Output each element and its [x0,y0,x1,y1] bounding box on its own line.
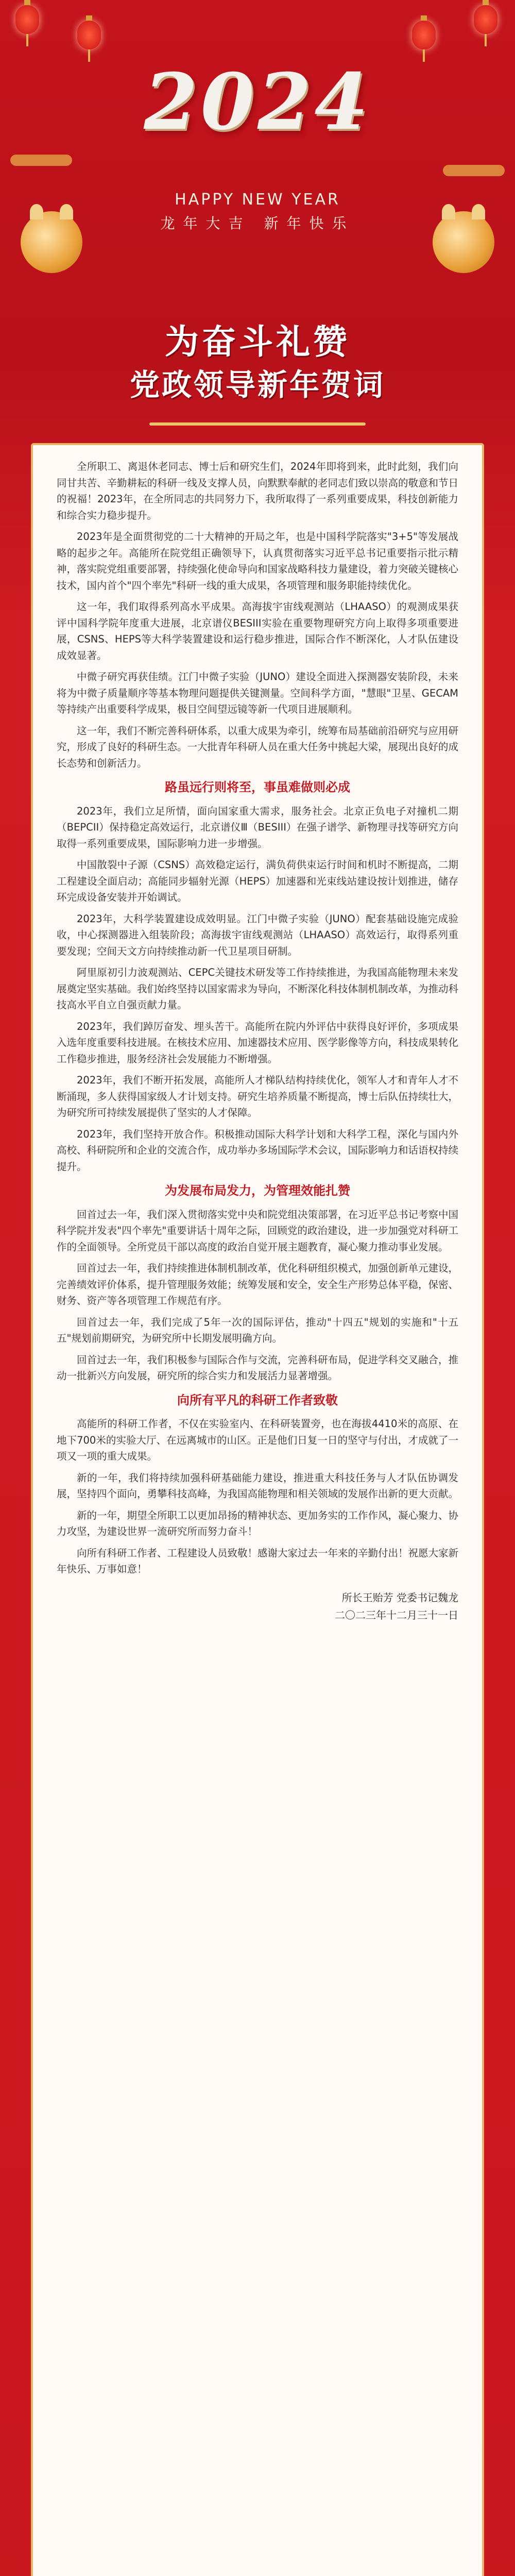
greeting-english: HAPPY NEW YEAR [175,191,340,209]
paragraph: 回首过去一年，我们深入贯彻落实党中央和院党组决策部署，在习近平总书记考察中国科学院并发表"四个率先"重要讲话十周年之际，回顾党的政治建设，进一步加强党对科研工作的全面领导。全所党员干部以高度的政治自觉开展主题教育，凝心聚力推动事业发展。 [57,1208,459,1253]
paragraph: 2023年，我们坚持开放合作。积极推动国际大科学计划和大科学工程，深化与国内外高校、科研院所和企业的交流合作，成功举办多场国际学术会议，国际影响力和话语权持续提升。 [57,1128,459,1173]
paragraph: 中微子研究再获佳绩。江门中微子实验（JUNO）建设全面进入探测器安装阶段，未来将为中微子质量顺序等基本物理问题提供关键测量。空间科学方面，"慧眼"卫星、GECAM等持续产出重要科学成果，极目空间望远镜等新一代项目进展顺利。 [57,671,458,715]
lantern-icon [15,5,39,34]
paragraph: 2023年，我们不断开拓发展，高能所人才梯队结构持续优化，领军人才和青年人才不断涌现，多人获得国家级人才计划支持。研究生培养质量不断提高，博士后队伍持续壮大，为研究所可持续发展提供了坚实的人才保障。 [57,1074,459,1118]
letter-body [31,443,484,1634]
section-heading: 为发展布局发力，为管理效能扎赞 [165,1183,350,1198]
paragraph: 全所职工、离退休老同志、博士后和研究生们，2024年即将到来，此时此刻，我们向同甘共苦、辛勤耕耘的科研一线及支撑人员，向默默奉献的老同志们致以崇高的敬意和节日的祝福！2023年，在全所同志的共同努力下，我所取得了一系列重要成果，科技创新能力和综合实力稳步提升。 [57,461,459,521]
paragraph: 2023年是全面贯彻党的二十大精神的开局之年，也是中国科学院落实"3+5"等发展战略的起步之年。高能所在院党组正确领导下，认真贯彻落实习近平总书记重要指示批示精神，落实院党组重要部署，持续强化使命导向和国家战略科技力量建设，着力突破关键核心技术，国内首个"四个率先"科研一线的重大成果，各项管理和服务职能持续优化。 [57,531,459,591]
section-heading: 路虽远行则将至，事虽难做则必成 [165,780,350,794]
section-heading: 向所有平凡的科研工作者致敬 [177,1393,338,1408]
cloud-ornament [443,165,505,176]
paragraph: 回首过去一年，我们持续推进体制机制改革，优化科研组织模式，加强创新单元建设，完善绩效评价体系，提升管理服务效能；统筹发展和安全，安全生产形势总体平稳，保密、财务、资产等各项管理工作规范有序。 [57,1262,459,1307]
signature-block [57,1589,458,1624]
paragraph: 向所有科研工作者、工程建设人员致敬！感谢大家过去一年来的辛勤付出！祝愿大家新年快乐、万事如意！ [57,1547,459,1575]
title-line-2: 党政领导新年贺词 [129,367,385,402]
signature-names: 所长王贻芳 党委书记魏龙 [341,1591,458,1604]
paragraph: 中国散裂中子源（CSNS）高效稳定运行，满负荷供束运行时间和机时不断提高，二期工程建设全面启动；高能同步辐射光源（HEPS）加速器和光束线站建设按计划推进，储存环完成设备安装并开始调试。 [57,859,458,903]
paragraph: 阿里原初引力波观测站、CEPC关键技术研发等工作持续推进，为我国高能物理未来发展奠定坚实基础。我们始终坚持以国家需求为导向，不断深化科技体制机制改革，为推动科技高水平自立自强贡献力量。 [57,967,459,1011]
paragraph: 新的一年，期望全所职工以更加昂扬的精神状态、更加务实的工作作风，凝心聚力、协力攻坚，为建设世界一流研究所而努力奋斗！ [57,1509,459,1537]
cloud-ornament [10,155,72,166]
paragraph: 这一年，我们取得系列高水平成果。高海拔宇宙线观测站（LHAASO）的观测成果获评中国科学院年度重大进展，北京谱仪BESIII实验在重要物理研究方向上取得多项重要进展，CSNS、HEPS等大科学装置建设和运行稳步推进，国际合作不断深化，人才队伍建设成效显著。 [57,601,458,662]
greeting-chinese: 龙年大吉 新年快乐 [160,215,355,232]
letter-card [31,443,484,2576]
paragraph: 新的一年，我们将持续加强科研基础能力建设，推进重大科技任务与人才队伍协调发展，坚持四个面向，勇攀科技高峰，为我国高能物理和相关领域的发展作出新的更大贡献。 [57,1471,459,1500]
paragraph: 回首过去一年，我们完成了5年一次的国际评估，推动"十四五"规划的实施和"十五五"规划前期研究，为研究所中长期发展明确方向。 [57,1316,458,1344]
lantern-icon [412,21,436,49]
year-logo: 2024 [144,57,371,147]
lantern-icon [474,5,497,34]
paragraph: 回首过去一年，我们积极参与国际合作与交流，完善科研布局，促进学科交叉融合，推动一批新兴方向发展，研究所的综合实力和发展活力显著增强。 [57,1353,459,1382]
signature-date: 二〇二三年十二月三十一日 [335,1608,458,1621]
header-banner [0,0,515,289]
lantern-icon [77,21,101,49]
paragraph: 2023年，我们踔厉奋发、埋头苦干。高能所在院内外评估中获得良好评价，多项成果入选年度重要科技进展。在核技术应用、加速器技术应用、医学影像等方向，科技成果转化工作稳步推进，服务经济社会发展能力不断增强。 [57,1020,459,1065]
title-line-1: 为奋斗礼赞 [165,321,350,362]
paragraph: 高能所的科研工作者，不仅在实验室内、在科研装置旁，也在海拔4410米的高原、在地下700米的实验大厅、在远离城市的山区。正是他们日复一日的坚守与付出，才成就了一项又一项的重大成果。 [57,1418,458,1462]
title-divider [149,422,366,426]
paragraph: 2023年，我们立足所情，面向国家重大需求，服务社会。北京正负电子对撞机二期（BEPCII）保持稳定高效运行，北京谱仪Ⅲ（BESIII）在强子谱学、新物理寻找等研究方向取得一系列重要成果，国际影响力进一步增强。 [57,805,458,850]
paragraph: 2023年，大科学装置建设成效明显。江门中微子实验（JUNO）配套基础设施完成验收，中心探测器进入组装阶段；高海拔宇宙线观测站（LHAASO）高效运行，取得系列重要发现；空间天文方向持续推动新一代卫星项目研制。 [57,912,458,957]
paragraph: 这一年，我们不断完善科研体系，以重大成果为牵引，统筹布局基础前沿研究与应用研究，形成了良好的科研生态。一大批青年科研人员在重大任务中挑起大梁，展现出良好的成长态势和创新活力。 [57,724,459,769]
